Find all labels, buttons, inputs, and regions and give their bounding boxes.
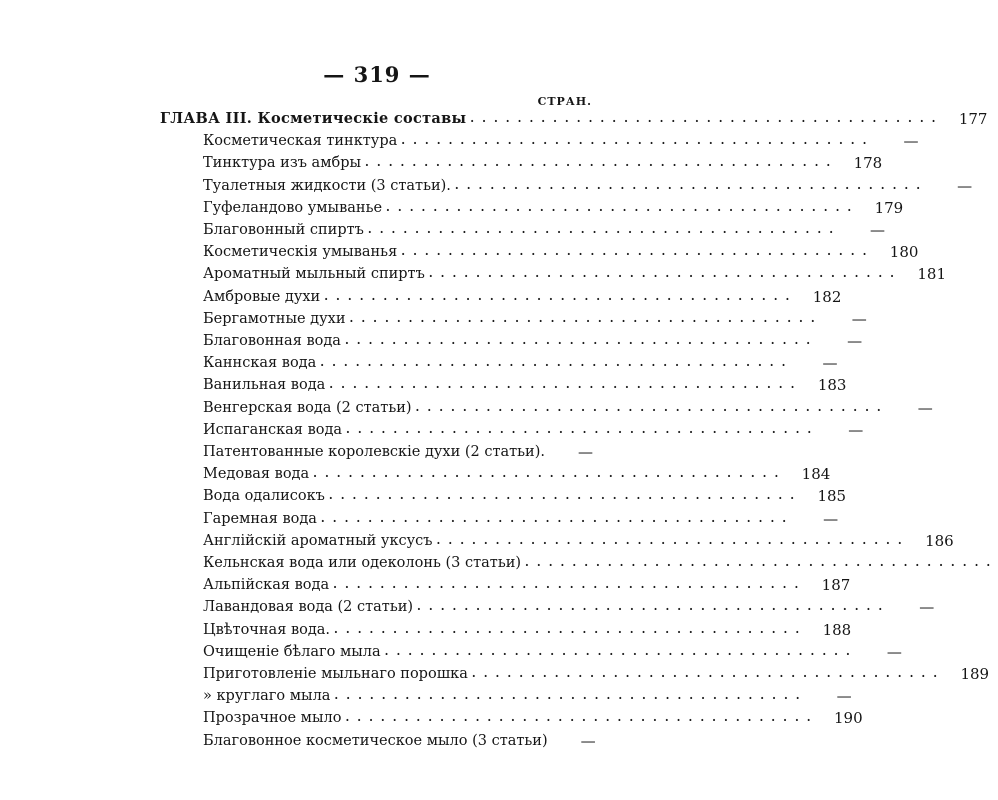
dot-leader: ........................................ — [401, 134, 875, 148]
dot-leader: ........................................ — [345, 711, 819, 725]
toc-page-number: 180 — [889, 243, 919, 262]
toc-entry-row — [203, 596, 935, 618]
toc-entry-row — [203, 219, 886, 241]
toc-entry-title: Гуфеландово умыванье — [203, 199, 383, 216]
toc-page-number: 179 — [874, 198, 904, 217]
toc-entry-title: Лавандовая вода (2 статьи) — [203, 599, 414, 616]
toc-page-number: — — [847, 332, 863, 350]
dot-leader: ........................................ — [428, 267, 902, 281]
toc-entry-row — [203, 330, 863, 352]
toc-page-number: — — [919, 598, 935, 617]
toc-entry-row — [203, 641, 902, 663]
toc-entry-title: Бергамотные духи — [203, 310, 346, 327]
dot-leader: ........................................ — [525, 556, 998, 569]
dot-leader: ........................................ — [334, 689, 808, 703]
toc-entry-row — [203, 241, 919, 263]
dot-leader: ........................................ — [401, 245, 875, 259]
toc-entry-row — [203, 619, 852, 641]
toc-page-number: — — [836, 687, 852, 706]
dot-leader: ........................................ — [328, 489, 803, 503]
toc-entry-row — [203, 263, 946, 285]
toc-entry-row — [203, 397, 933, 419]
toc-entry-title: Патентованные королевскіе духи (2 статьи). — [203, 444, 545, 460]
dot-leader: ........................................ — [329, 378, 803, 392]
dot-leader: ........................................ — [365, 156, 839, 170]
toc-entry-title: Благовонная вода — [203, 333, 341, 349]
dot-leader: ........................................ — [417, 600, 891, 614]
toc-entry-title: Благовонное косметическое мыло (3 статьи) — [203, 732, 548, 749]
toc-page-number: 185 — [817, 487, 847, 506]
toc-entry-row — [203, 574, 851, 596]
toc-entry-row — [203, 685, 852, 707]
toc-entry-row — [203, 485, 847, 507]
toc-page-number: — — [848, 420, 864, 439]
toc-entry-row — [203, 175, 973, 197]
toc-page-number: 184 — [801, 465, 831, 484]
toc-entry-title: Каннская вода — [203, 355, 317, 372]
toc-entry-row — [203, 152, 883, 174]
toc-entry-title: » круглаго мыла — [203, 688, 331, 705]
toc-entry-title: Тинктура изъ амбры — [203, 155, 362, 172]
toc-entry-row — [203, 463, 831, 485]
toc-entry-title: Косметическая тинктура — [203, 133, 398, 150]
toc-page-number: — — [822, 354, 838, 373]
toc-chapter-title: ГЛАВА III. Косметическіе составы — [160, 110, 467, 127]
toc-entry-row — [203, 730, 596, 752]
toc-entry-title: Цвѣточная вода. — [203, 621, 331, 638]
toc-entry-title: Испаганская вода — [203, 421, 343, 438]
dot-leader: ........................................ — [313, 467, 787, 481]
toc-entry-row — [203, 441, 592, 463]
toc-entry-row — [203, 707, 863, 729]
toc-page-number: 183 — [817, 376, 847, 395]
toc-page-number: 190 — [833, 709, 863, 728]
toc-page-number: — — [917, 398, 933, 417]
toc-entry-title: Венгерская вода (2 статьи) — [203, 399, 412, 416]
page-column-header: СТРАН. — [537, 95, 592, 108]
toc-page-number: — — [577, 443, 593, 461]
toc-entry-title: Приготовленіе мыльнаго порошка — [203, 666, 468, 682]
toc-entry-row — [203, 352, 838, 374]
dot-leader: ........................................ — [320, 511, 795, 525]
toc-entry-row — [203, 530, 954, 552]
toc-entry-title: Англійскій ароматный уксусъ — [203, 532, 433, 549]
toc-entry-title: Кельнская вода или одеколонь (3 статьи) — [203, 555, 522, 571]
toc-page-number: 187 — [821, 576, 851, 595]
toc-entry-title: Туалетныя жидкости (3 статьи). — [203, 177, 451, 194]
dot-leader: ........................................ — [415, 400, 889, 414]
dot-leader: ........................................ — [471, 667, 946, 680]
dot-leader: ........................................ — [349, 311, 823, 325]
dot-leader: ........................................ — [324, 289, 798, 303]
toc-entry-row — [203, 552, 998, 574]
toc-page-number: 189 — [960, 665, 990, 683]
dot-leader: ........................................ — [470, 112, 944, 125]
dot-leader: ........................................ — [454, 178, 929, 192]
toc-chapter-row — [160, 108, 988, 130]
toc-entry-title: Вода одалисокъ — [203, 488, 325, 505]
toc-page-number: 181 — [917, 265, 946, 284]
toc-entry-title: Косметическія умыванья — [203, 244, 398, 261]
toc-page-number: 186 — [925, 531, 954, 550]
toc-entry-title: Очищеніе бѣлаго мыла — [203, 643, 381, 660]
toc-entry-row — [203, 374, 847, 396]
toc-page-number: 188 — [822, 620, 852, 639]
toc-entry-title: Медовая вода — [203, 466, 310, 483]
dot-leader: ........................................ — [346, 422, 820, 436]
dot-leader: ........................................ — [367, 223, 842, 236]
toc-page-number: — — [903, 132, 919, 151]
toc-page-number: — — [580, 731, 596, 750]
toc-entry-title: Благовонный спиртъ — [203, 222, 364, 238]
toc-page-number: — — [851, 309, 867, 328]
toc-entry-row — [203, 286, 842, 308]
page-number: — 319 — — [323, 62, 431, 87]
toc-entry-row — [203, 663, 990, 685]
toc-page-number: 178 — [853, 154, 883, 173]
dot-leader: ........................................ — [344, 334, 819, 347]
dot-leader: ........................................ — [436, 533, 910, 547]
toc-page-number: — — [823, 509, 839, 528]
toc-entry-row — [203, 508, 839, 530]
toc-entry-row — [203, 197, 904, 219]
toc-entry-row — [203, 130, 919, 152]
toc-entry-title: Прозрачное мыло — [203, 710, 342, 727]
toc-page-number: — — [886, 642, 902, 661]
toc-page-number: — — [957, 176, 973, 195]
dot-leader: ........................................ — [334, 622, 808, 636]
toc-page-number: — — [870, 221, 886, 239]
dot-leader: ........................................ — [384, 644, 858, 658]
toc-entry-title: Амбровые духи — [203, 288, 321, 305]
toc-entry-title: Ароматный мыльный спиртъ — [203, 266, 425, 283]
toc-entry-title: Ванильная вода — [203, 377, 326, 394]
dot-leader: ........................................ — [386, 200, 860, 214]
toc-entry-title: Альпійская вода — [203, 577, 330, 594]
dot-leader: ........................................ — [320, 356, 794, 370]
toc-entry-title: Гаремная вода — [203, 510, 317, 527]
dot-leader: ........................................ — [333, 578, 807, 592]
toc-page-number: 177 — [958, 110, 988, 128]
toc-entry-row — [203, 419, 864, 441]
toc-page-number: 182 — [812, 287, 842, 306]
toc-entry-row — [203, 308, 867, 330]
